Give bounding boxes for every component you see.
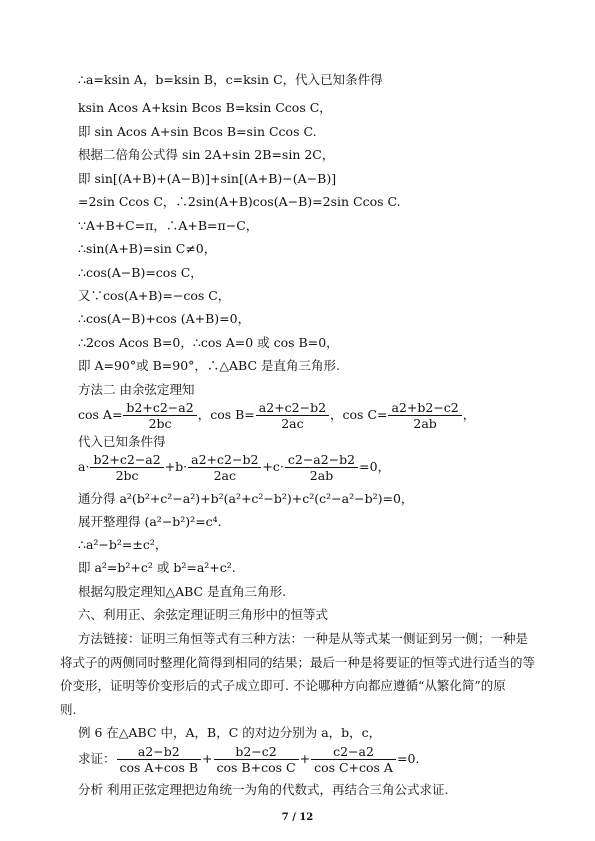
fraction: $\frac{a2+b2-c2}{2ab}$: [388, 400, 461, 431]
paragraph-line: 价变形，证明等价变形后的式子成立即可. 不论哪种方向都应遵循“从繁化简”的原: [60, 678, 506, 693]
fraction: $\frac{b2+c2-a2}{2bc}$: [90, 452, 163, 483]
text-line: 即 sin Acos A+sin Bcos B=sin Ccos C.: [78, 124, 317, 139]
text-line: 展开整理得 (a²−b²)²=c⁴.: [78, 514, 222, 529]
text-line: ∴cos(A−B)+cos (A+B)=0，: [78, 311, 251, 326]
fraction: $\frac{b2+c2-a2}{2bc}$: [123, 400, 196, 431]
fraction: $\frac{b2-c2}{\text{cos B+cos C}}$: [214, 744, 299, 775]
text-line: ∵A+B+C=π，∴A+B=π−C，: [78, 218, 259, 233]
text-line: 又∵cos(A+B)=−cos C，: [78, 288, 231, 303]
fraction: $\frac{a2+c2-b2}{2ac}$: [256, 400, 329, 431]
text-line: ∴cos(A−B)=cos C，: [78, 265, 203, 280]
fraction: $\frac{c2-a2-b2}{2ab}$: [285, 452, 358, 483]
text-line: ∴2cos Acos B=0，∴cos A=0 或 cos B=0，: [78, 335, 339, 350]
text-line: ∴a²−b²=±c²，: [78, 537, 168, 552]
text-line: ∴a=ksin A，b=ksin B，c=ksin C，代入已知条件得: [78, 72, 383, 87]
text-line: 即 sin[(A+B)+(A−B)]+sin[(A+B)−(A−B)]: [78, 171, 337, 186]
text-line: 即 a²=b²+c² 或 b²=a²+c².: [78, 560, 236, 575]
text-line: ksin Acos A+ksin Bcos B=ksin Ccos C，: [78, 100, 332, 115]
substitute-line: 代入已知条件得: [78, 434, 166, 449]
text-line: 通分得 a²(b²+c²−a²)+b²(a²+c²−b²)+c²(c²−a²−b²)=0，: [78, 491, 414, 506]
fraction: $\frac{a2-b2}{\text{cos A+cos B}}$: [117, 744, 202, 775]
cos-b-label: ，cos B=: [197, 407, 255, 422]
text-line: 根据二倍角公式得 sin 2A+sin 2B=sin 2C，: [78, 147, 335, 162]
paragraph-line: 则.: [60, 702, 77, 717]
proof-statement: 求证： $\frac{a2-b2}{\text{cos A+cos B}}$ + $\frac{b2-c2}{\text{cos B+cos C}}$ + $\frac{c2-a2}{\text{cos C+cos A}}$ =0.: [78, 744, 420, 775]
method2-intro: 方法二 由余弦定理知: [78, 382, 195, 397]
cosine-law-formulas: cos A= $\frac{b2+c2-a2}{2bc}$ ，cos B= $\frac{a2+c2-b2}{2ac}$ ，cos C= $\frac{a2+b2-c2}{2ab}$ ，: [78, 400, 476, 431]
text-line: =2sin Ccos C，∴2sin(A+B)cos(A−B)=2sin Ccos C.: [78, 194, 401, 209]
cos-a-label: cos A=: [78, 407, 123, 422]
section-heading: 六、利用正、余弦定理证明三角形中的恒等式: [78, 607, 329, 622]
fraction: $\frac{a2+c2-b2}{2ac}$: [188, 452, 261, 483]
example-6: 例 6 在△ABC 中，A，B，C 的对边分别为 a，b，c，: [78, 725, 382, 740]
paragraph-line: 方法链接：证明三角恒等式有三种方法：一种是从等式某一侧证到另一侧；一种是: [78, 631, 529, 646]
cos-c-label: ，cos C=: [330, 407, 388, 422]
paragraph-line: 将式子的两侧同时整理化简得到相同的结果；最后一种是将要证的恒等式进行适当的等: [60, 655, 536, 670]
fraction: $\frac{c2-a2}{\text{cos C+cos A}}$: [311, 744, 396, 775]
page-number: 7 / 12: [281, 812, 314, 823]
analysis-line: 分析 利用正弦定理把边角统一为角的代数式，再结合三角公式求证.: [78, 782, 449, 797]
text-line: 根据勾股定理知△ABC 是直角三角形.: [78, 584, 287, 599]
substituted-equation: a· $\frac{b2+c2-a2}{2bc}$ +b· $\frac{a2+c2-b2}{2ac}$ +c· $\frac{c2-a2-b2}{2ab}$ =0，: [78, 452, 391, 483]
text-line: 即 A=90°或 B=90°，∴△ABC 是直角三角形.: [78, 358, 340, 373]
text-line: ∴sin(A+B)=sin C≠0，: [78, 241, 217, 256]
